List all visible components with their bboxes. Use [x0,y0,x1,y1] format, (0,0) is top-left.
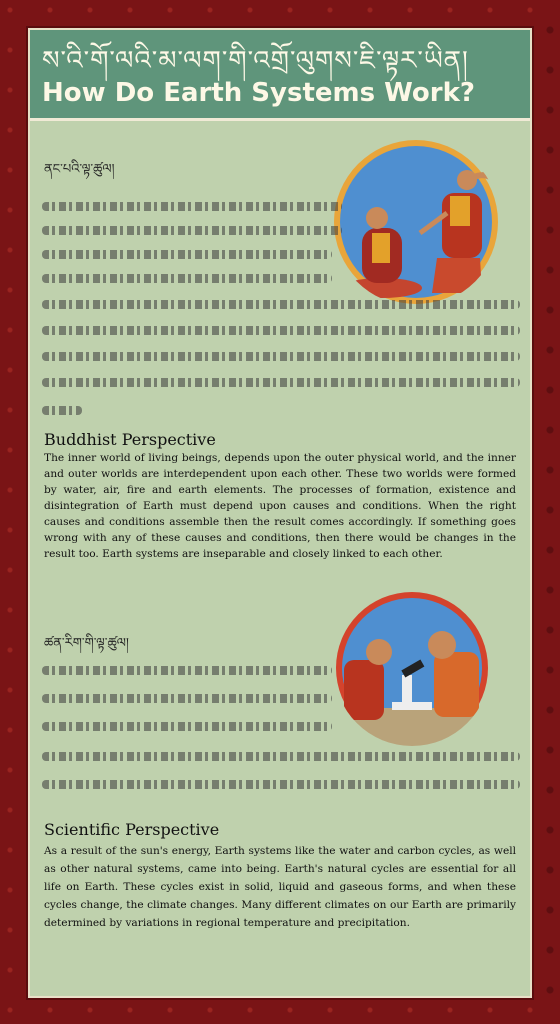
tibetan-text-line [42,352,520,361]
buddhist-tibetan-heading: ནང་པའི་ལྟ་ཚུལ། [44,162,115,177]
scientific-section-title: Scientific Perspective [44,820,220,839]
tibetan-text-line [42,202,342,211]
buddhist-paragraph: The inner world of living beings, depends upon the outer physical world, and the inner and outer worlds are interdependent upon each other. These two worlds were formed by water, air, fire and earth elements. The processes of formation, existence and disintegration of Earth must depend upon causes and conditions. When the right causes and conditions assemble then the result comes accordingly. If something goes wrong with any of these causes and conditions, then there would be changes in the result too. Earth systems are inseparable and closely linked to each other. [44,452,516,560]
title-english: How Do Earth Systems Work? [42,78,475,108]
poster-panel [30,30,530,996]
buddhist-section-title: Buddhist Perspective [44,430,216,449]
tibetan-text-line [42,300,520,309]
title-tibetan: ས་འི་གོ་ལའི་མ་ལག་གི་འགྲོ་ལུགས་ཇི་ལྟར་ཡིན། [42,46,469,76]
tibetan-text-line [42,274,332,283]
tibetan-text-line [42,666,332,675]
tibetan-text-line [42,722,332,731]
tibetan-text-line [42,406,82,415]
tibetan-text-line [42,378,520,387]
title-banner [30,30,530,121]
debating-monks-illustration [332,138,500,306]
tibetan-text-line [42,694,332,703]
tibetan-text-line [42,250,332,259]
tibetan-text-line [42,780,520,789]
tibetan-text-line [42,226,342,235]
scientific-tibetan-heading: ཚན་རིག་གི་ལྟ་ཚུལ། [44,636,129,651]
scientists-microscope-illustration [334,590,490,746]
tibetan-text-line [42,326,520,335]
tibetan-text-line [42,752,520,761]
scientific-paragraph: As a result of the sun's energy, Earth systems like the water and carbon cycles, as well as other natural systems, came into being. Earth's natural cycles are essential for all life on Earth. These cycles exist in solid, liquid and gaseous forms, and when these cycles change, the climate changes. Many different climates on our Earth are primarily determined by variations in regional temperature and precipitation. [44,845,516,929]
